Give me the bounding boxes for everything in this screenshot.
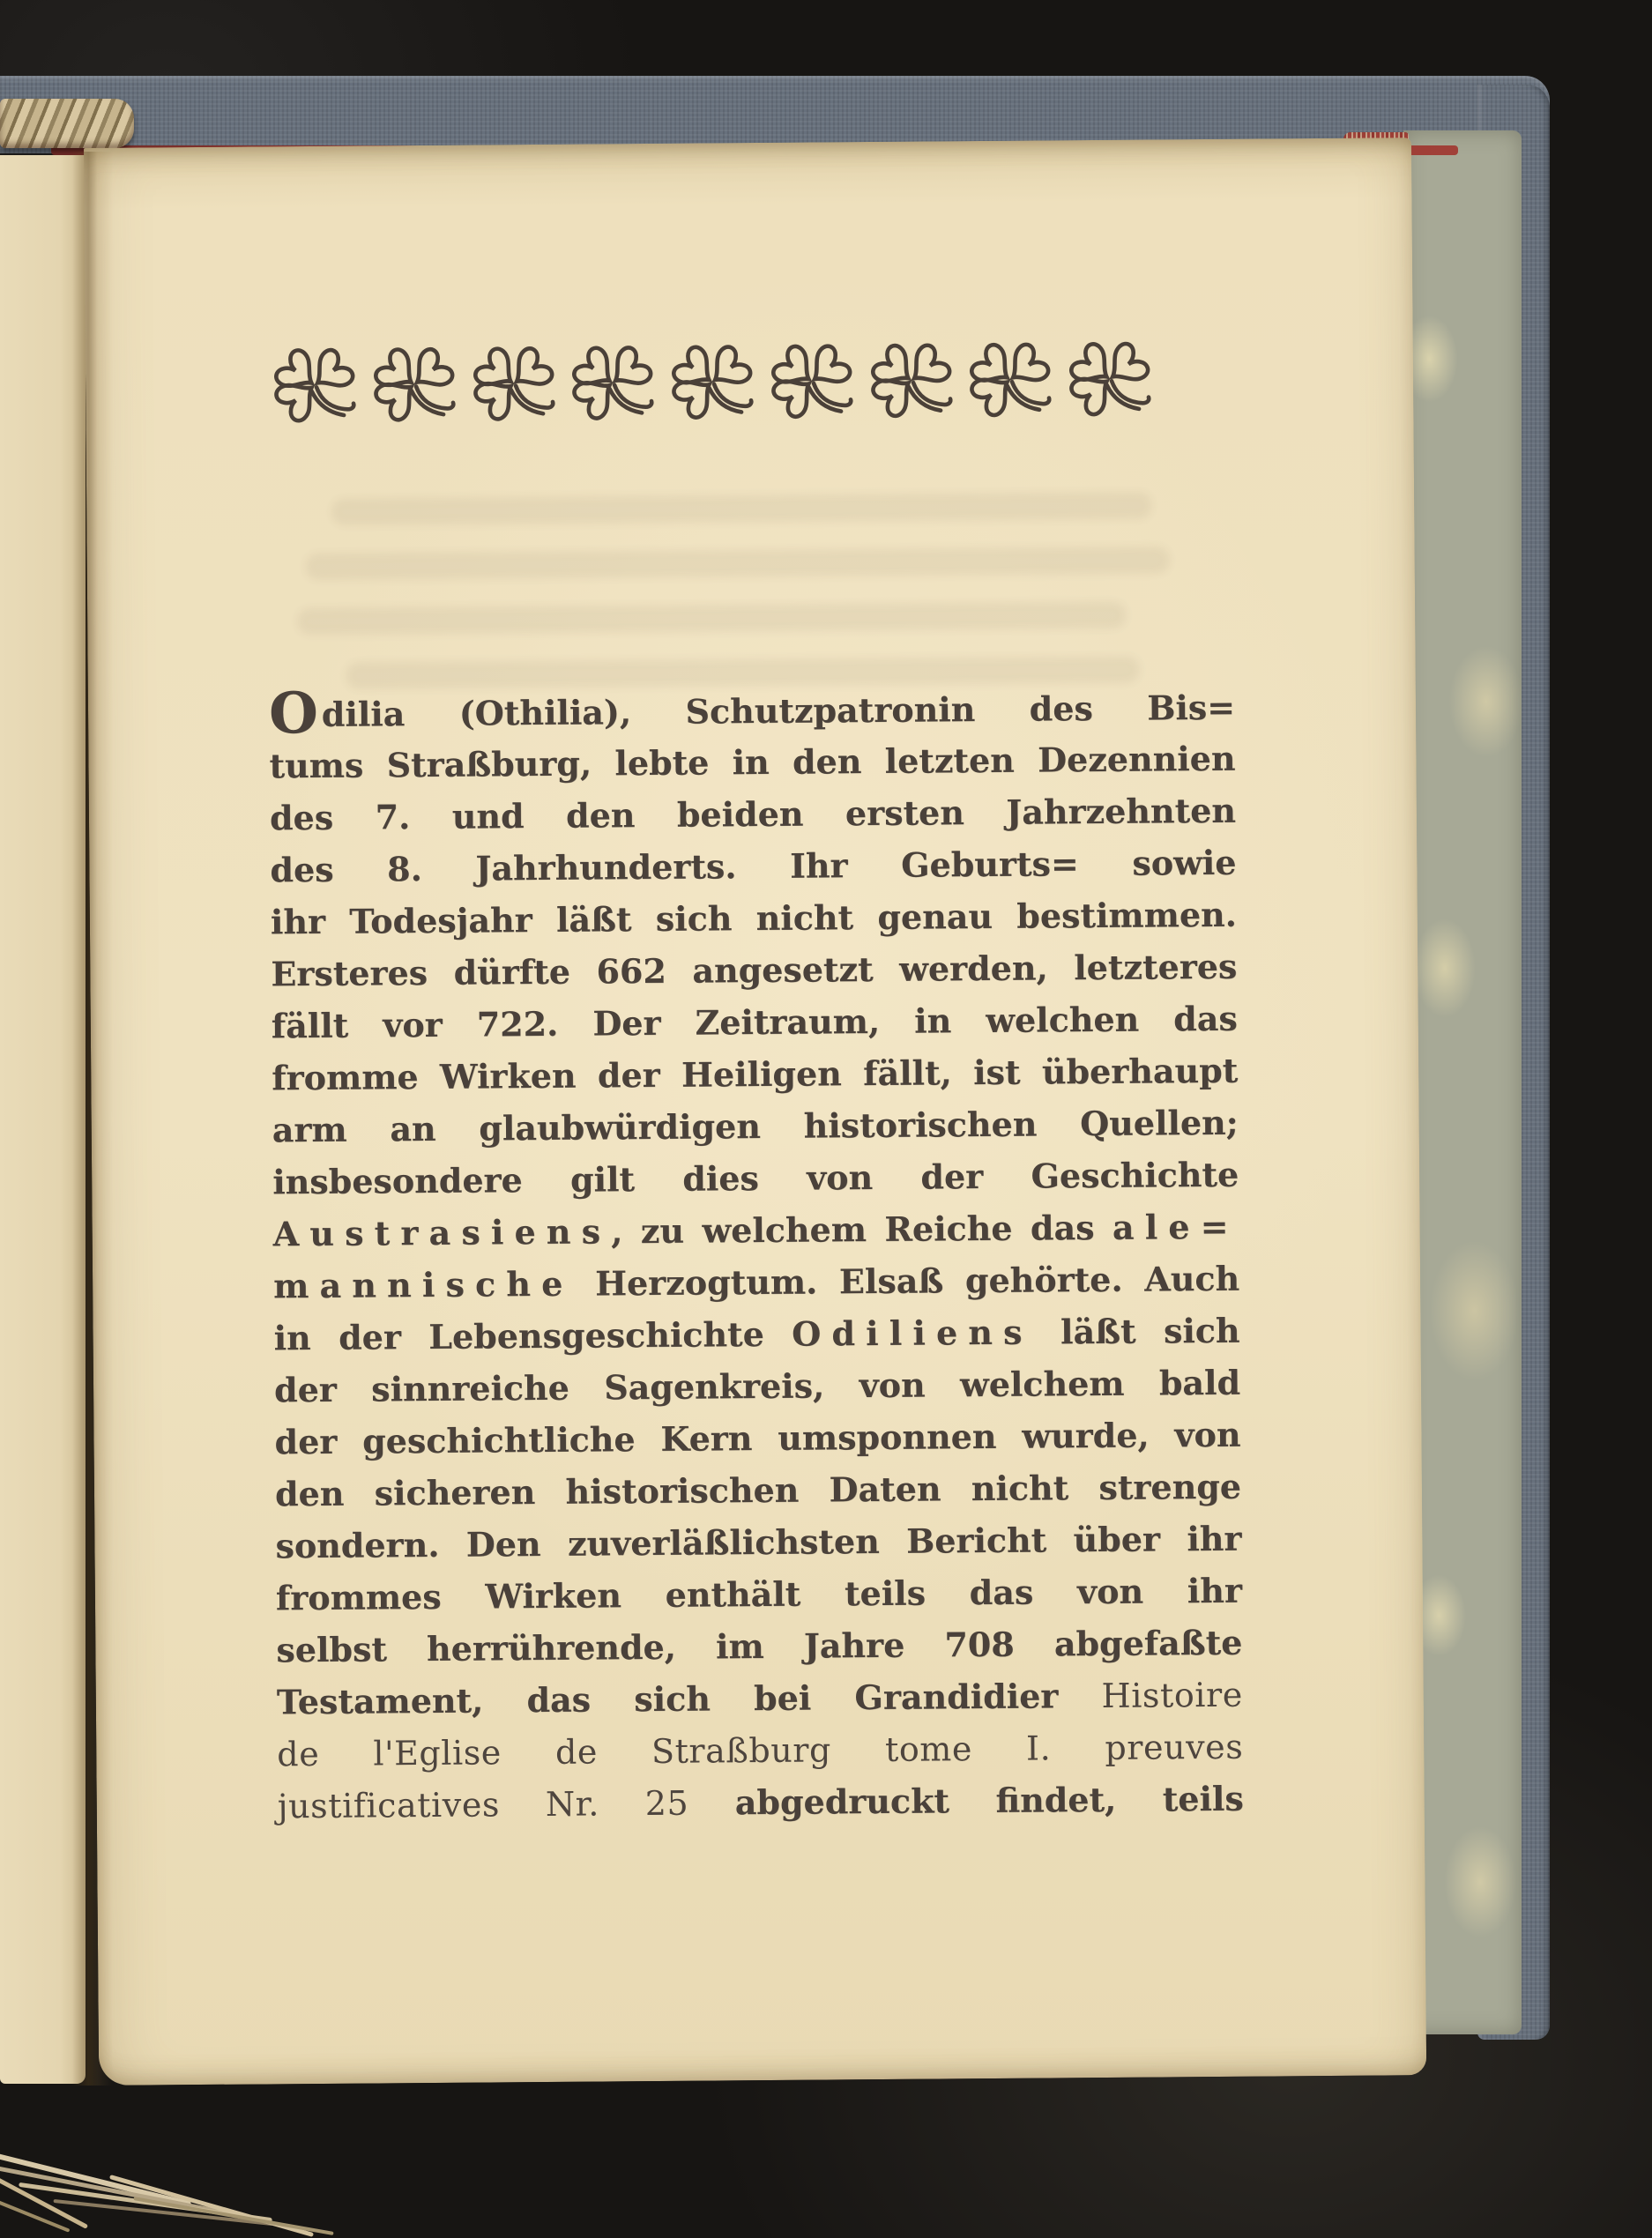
clover-icon <box>765 327 863 432</box>
text-line <box>272 1097 1239 1156</box>
text-line <box>276 1565 1242 1625</box>
text-segment: Herzogtum. Elsaß gehörte. Auch <box>573 1258 1240 1304</box>
book-page <box>84 138 1426 2086</box>
text-segment: Testament, das sich bei Grandidier <box>276 1675 1102 1722</box>
tassel-thread <box>133 2197 333 2235</box>
text-segment: des 7. und den beiden ersten Jahrzehnten <box>269 790 1237 838</box>
clover-icon <box>368 331 465 435</box>
text-line <box>272 1045 1238 1104</box>
text-line <box>275 1513 1241 1573</box>
ornament-row <box>269 323 1162 437</box>
text-line <box>274 1409 1240 1468</box>
text-line <box>272 993 1238 1052</box>
text-segment: mannische <box>272 1263 574 1306</box>
text-segment: frommes Wirken enthält teils das von ihr <box>275 1570 1243 1618</box>
text-line <box>275 1461 1241 1521</box>
clover-icon <box>865 326 963 431</box>
text-line <box>276 1617 1242 1677</box>
text-segment: in der Lebensgeschichte <box>273 1313 793 1358</box>
text-segment: Histoire <box>1101 1675 1243 1715</box>
clover-icon <box>666 328 764 433</box>
text-line <box>270 836 1236 896</box>
text-line <box>278 1773 1244 1833</box>
text-segment: sondern. Den zuverläßlichsten Bericht über ihr <box>275 1518 1242 1566</box>
text-segment: fromme Wirken der Heiligen fällt, ist überhaupt <box>272 1050 1239 1098</box>
text-segment: des 8. Jahrhunderts. Ihr Geburts= sowie <box>270 842 1237 890</box>
text-line <box>271 941 1237 1000</box>
text-line <box>270 784 1236 844</box>
text-segment: Austrasiens <box>272 1211 612 1254</box>
text-segment: justificatives Nr. 25 <box>277 1783 689 1826</box>
text-segment: läßt sich <box>1032 1310 1240 1352</box>
text-line <box>271 889 1237 948</box>
text-line <box>277 1669 1243 1729</box>
clover-icon <box>964 325 1062 430</box>
tassel-thread <box>109 2175 314 2237</box>
text-segment: der sinnreiche Sagenkreis, von welchem bald <box>273 1362 1241 1410</box>
text-segment: arm an glaubwürdigen historischen Quellen; <box>272 1102 1239 1150</box>
tassel-thread <box>0 2199 70 2232</box>
text-segment: tums Straßburg, lebte in den letzten Dezennien <box>269 738 1236 786</box>
clover-icon <box>567 329 665 434</box>
text-segment: fällt vor 722. Der Zeitraum, in welchen das <box>271 998 1238 1046</box>
text-line <box>273 1305 1239 1364</box>
text-segment: den sicheren historischen Daten nicht strenge <box>274 1466 1242 1514</box>
text-segment: Odiliens <box>792 1312 1033 1354</box>
text-segment: insbesondere gilt dies von der Geschichte <box>272 1154 1239 1202</box>
drop-cap-initial: O <box>268 680 320 747</box>
text-segment: abgedruckt findet, teils <box>688 1778 1244 1823</box>
text-line <box>273 1253 1239 1312</box>
text-block <box>269 680 1244 1833</box>
text-line <box>269 732 1235 792</box>
bookmark-tassel <box>0 2115 370 2238</box>
text-line <box>268 680 1236 747</box>
clover-icon <box>1064 324 1162 429</box>
text-segment: ale= <box>1112 1206 1239 1247</box>
text-line <box>272 1201 1239 1260</box>
text-line <box>277 1721 1243 1781</box>
text-line <box>274 1357 1240 1416</box>
text-segment: , zu welchem Reiche das <box>610 1207 1113 1252</box>
text-segment: de l'Eglise de Straßburg tome I. preuves <box>277 1727 1244 1774</box>
text-segment: selbst herrührende, im Jahre 708 abgefaßte <box>276 1622 1243 1670</box>
headband <box>0 99 134 148</box>
clover-icon <box>467 330 565 435</box>
clover-icon <box>269 331 367 435</box>
text-segment: ihr Todesjahr läßt sich nicht genau bestimmen. <box>270 894 1238 942</box>
text-segment: dilia (Othilia), Schutzpatronin des Bis= <box>321 687 1236 734</box>
text-segment: der geschichtliche Kern umsponnen wurde, von <box>274 1414 1241 1462</box>
text-segment: Ersteres dürfte 662 angesetzt werden, letzteres <box>271 946 1238 994</box>
gutter-crease <box>72 152 113 2086</box>
text-line <box>272 1149 1239 1208</box>
